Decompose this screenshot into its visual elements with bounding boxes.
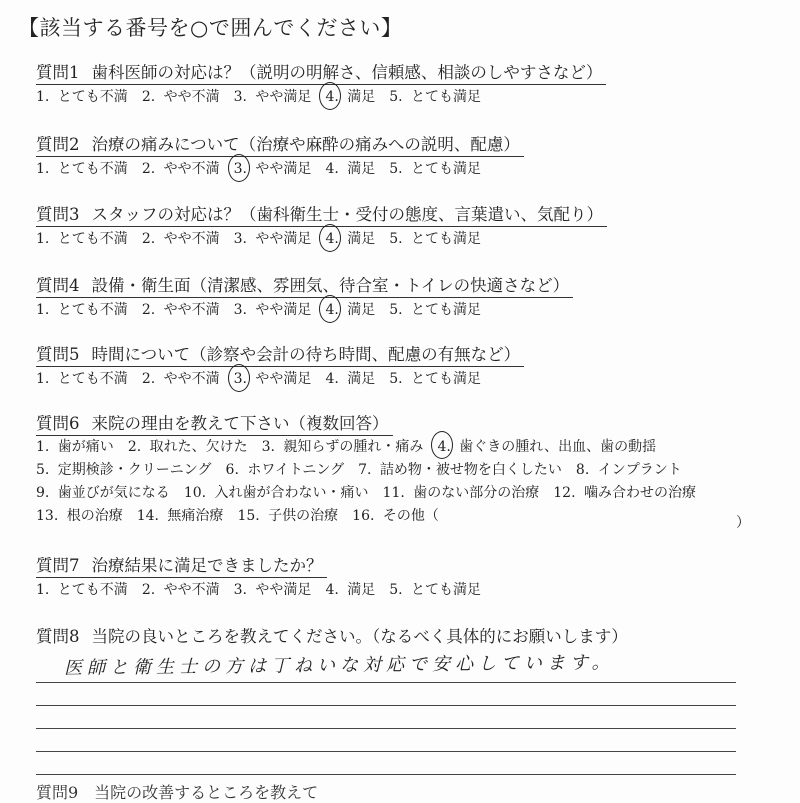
question-6: [36, 413, 710, 528]
option-number: 2.: [141, 582, 156, 598]
option[interactable]: [36, 505, 123, 528]
q6-option-row: [36, 436, 710, 459]
option[interactable]: [36, 159, 128, 179]
option[interactable]: [325, 580, 375, 600]
option-number: 12.: [553, 485, 576, 501]
question-text: 治療の痛みについて（治療や麻酔の痛みへの説明、配慮）: [91, 135, 520, 154]
option-label: やや不満: [159, 231, 220, 247]
option[interactable]: [234, 229, 312, 249]
question-2: [36, 134, 524, 179]
option[interactable]: [237, 505, 338, 528]
option-label: 無痛治療: [162, 508, 224, 524]
option-label: 歯並びが気になる: [53, 485, 170, 501]
question-text: 当院の良いところを教えてください。（なるべく具体的にお願いします）: [91, 627, 628, 646]
option[interactable]: [184, 482, 369, 505]
option-label: 満足: [342, 161, 376, 177]
option-label: 満足: [342, 89, 376, 105]
option-label: やや不満: [159, 371, 220, 387]
option-number: 11.: [382, 485, 405, 501]
question-text: 設備・衛生面（清潔感、雰囲気、待合室・トイレの快適さなど）: [91, 276, 570, 295]
answer-line: [36, 729, 736, 752]
option-number: 4.: [437, 436, 450, 459]
question-title: [36, 62, 606, 85]
option-label: 歯が痛い: [53, 439, 114, 455]
q6-options: [36, 436, 710, 528]
option[interactable]: [36, 300, 128, 320]
option-number: 7.: [358, 462, 372, 478]
option-label: とても満足: [406, 371, 482, 387]
option[interactable]: [352, 505, 439, 528]
question-title: [36, 344, 524, 367]
question-1: [36, 62, 606, 107]
option-label: 噛み合わせの治療: [579, 485, 696, 501]
option-number: 4.: [325, 371, 339, 387]
option-label: とても不満: [53, 231, 128, 247]
option[interactable]: [142, 580, 220, 600]
option[interactable]: [553, 482, 696, 505]
option-number: 15.: [237, 508, 260, 524]
question-text: 治療結果に満足できましたか？: [91, 556, 323, 575]
question-4: [36, 275, 573, 320]
answer-line: [36, 752, 736, 775]
option-label: 歯ぐきの腫れ、出血、歯の動揺: [454, 439, 657, 455]
question-text: 来院の理由を教えて下さい（複数回答）: [91, 414, 389, 433]
option[interactable]: [36, 459, 212, 482]
question-title: [36, 626, 632, 648]
option[interactable]: [389, 229, 481, 249]
option-number: 8.: [575, 462, 590, 478]
option-label: とても不満: [53, 371, 128, 387]
question-number: 質問2: [36, 135, 80, 154]
question-text: 時間について（診察や会計の待ち時間、配慮の有無など）: [91, 345, 521, 364]
option-label: 根の治療: [62, 508, 123, 524]
paren-close: ）: [736, 515, 750, 531]
option[interactable]: [36, 482, 170, 505]
option-number: 2.: [141, 89, 156, 105]
question-number: 質問4: [36, 276, 80, 295]
option-selected[interactable]: [325, 87, 375, 107]
handwritten-answer: 医師と衛生士の方は丁ねいな対応で安心しています。: [63, 652, 615, 679]
option-label: 満足: [342, 582, 376, 598]
question-title: [36, 275, 573, 298]
option[interactable]: [389, 369, 481, 389]
option-label: やや不満: [159, 161, 220, 177]
option-number: 2.: [127, 439, 142, 455]
option[interactable]: [36, 436, 114, 459]
option-label: 入れ歯が合わない・痛い: [210, 485, 369, 501]
option-label: とても満足: [406, 161, 482, 177]
option-label: やや満足: [250, 161, 312, 177]
option-number: 5.: [389, 231, 403, 247]
options-row: [36, 300, 573, 320]
option-number: 3.: [233, 89, 247, 105]
option[interactable]: [358, 459, 562, 482]
option[interactable]: [262, 436, 424, 459]
question-number: 質問1: [36, 63, 80, 82]
option-number: 6.: [225, 462, 239, 478]
option[interactable]: [325, 159, 375, 179]
option-label: とても満足: [406, 231, 482, 247]
option-number: 1.: [36, 439, 50, 455]
option[interactable]: [383, 482, 540, 505]
option-label: 親知らずの腫れ・痛み: [278, 439, 424, 455]
answer-line: [36, 706, 736, 729]
option-label: 定期検診・クリーニング: [53, 462, 212, 478]
question-7: [36, 555, 495, 600]
option-number: 1.: [36, 89, 50, 105]
question-number: 質問5: [36, 345, 80, 364]
question-9-partial: 質問9 当院の改善するところを教えて: [36, 783, 319, 802]
option[interactable]: [226, 459, 345, 482]
option[interactable]: [142, 87, 220, 107]
option-number: 4.: [325, 231, 339, 247]
option[interactable]: [36, 369, 128, 389]
q6-option-row: [36, 459, 710, 482]
options-row: [36, 229, 607, 249]
option-label: とても不満: [53, 161, 128, 177]
option-label: やや満足: [250, 302, 312, 318]
option-number: 3.: [233, 231, 247, 247]
option[interactable]: [142, 159, 220, 179]
option[interactable]: [389, 300, 481, 320]
option[interactable]: [36, 87, 128, 107]
option-number: 1.: [36, 161, 50, 177]
option-number: 5.: [389, 371, 403, 387]
question-title: [36, 134, 524, 157]
question-number: 質問6: [36, 414, 80, 433]
option[interactable]: [36, 229, 128, 249]
option-number: 5.: [389, 89, 403, 105]
option-label: やや満足: [250, 371, 312, 387]
option-number: 1.: [36, 582, 50, 598]
option-number: 13.: [36, 508, 59, 524]
option-label: とても満足: [406, 89, 482, 105]
option[interactable]: [576, 459, 682, 482]
option-number: 5.: [389, 161, 403, 177]
question-text: スタッフの対応は？（歯科衛生士・受付の態度、言葉遣い、気配り）: [91, 205, 603, 224]
options-row: [36, 159, 524, 179]
option-number: 5.: [389, 582, 403, 598]
option-number: 1.: [36, 302, 50, 318]
option-label: やや不満: [159, 89, 220, 105]
option-number: 1.: [36, 371, 50, 387]
option-label: やや満足: [250, 582, 312, 598]
option-number: 5.: [36, 462, 50, 478]
option[interactable]: [36, 580, 128, 600]
question-title: [36, 204, 607, 227]
question-number: 質問8: [36, 627, 80, 646]
option-label: とても満足: [406, 582, 482, 598]
instruction-heading: 【該当する番号を○で囲んでください】: [18, 16, 403, 40]
option-number: 3.: [233, 582, 247, 598]
option-number: 2.: [141, 371, 156, 387]
question-title: [36, 413, 393, 436]
option-number: 1.: [36, 231, 50, 247]
option[interactable]: [389, 87, 481, 107]
option-number: 3.: [233, 161, 247, 177]
option-selected[interactable]: [234, 159, 312, 179]
option-number: 3.: [261, 439, 275, 455]
option[interactable]: [142, 369, 220, 389]
option-label: 取れた、欠けた: [145, 439, 248, 455]
options-row: [36, 87, 606, 107]
option-label: とても満足: [406, 302, 482, 318]
option-selected[interactable]: [325, 300, 375, 320]
options-row: [36, 580, 495, 600]
question-8: [36, 626, 632, 648]
option-number: 10.: [183, 485, 207, 501]
option-number: 2.: [141, 302, 156, 318]
option-number: 9.: [36, 485, 50, 501]
option-number: 14.: [136, 508, 159, 524]
option-label: やや不満: [159, 302, 220, 318]
options-row: [36, 369, 524, 389]
option[interactable]: [234, 300, 312, 320]
question-number: 質問3: [36, 205, 80, 224]
option[interactable]: [234, 87, 312, 107]
option-label: 満足: [342, 231, 376, 247]
option[interactable]: [142, 300, 220, 320]
option-label: 歯のない部分の治療: [408, 485, 540, 501]
option-number: 2.: [141, 161, 156, 177]
option-label: とても不満: [53, 302, 128, 318]
option-number: 16.: [352, 508, 375, 524]
question-number: 質問7: [36, 556, 80, 575]
option-label: その他（: [378, 508, 439, 524]
option-number: 2.: [141, 231, 156, 247]
option-label: 満足: [342, 302, 376, 318]
option-label: 子供の治療: [263, 508, 339, 524]
question-3: [36, 204, 607, 249]
option-number: 4.: [325, 161, 339, 177]
option[interactable]: [137, 505, 224, 528]
option-number: 3.: [233, 302, 247, 318]
q6-option-row: [36, 482, 710, 505]
option-label: とても不満: [53, 582, 128, 598]
answer-line: [36, 683, 736, 706]
option-label: ホワイトニング: [242, 462, 345, 478]
option-label: やや満足: [250, 231, 312, 247]
option[interactable]: [128, 436, 248, 459]
option-number: 5.: [389, 302, 403, 318]
option[interactable]: [234, 580, 312, 600]
option[interactable]: [389, 159, 481, 179]
option-label: 満足: [342, 371, 376, 387]
question-5: [36, 344, 524, 389]
option-number: 4.: [325, 582, 339, 598]
option[interactable]: [389, 580, 481, 600]
option-label: やや満足: [250, 89, 312, 105]
option-label: やや不満: [159, 582, 220, 598]
option-selected[interactable]: [234, 369, 312, 389]
question-text: 歯科医師の対応は？（説明の明解さ、信頼感、相談のしやすさなど）: [91, 63, 603, 82]
question-title: [36, 555, 327, 578]
option-selected[interactable]: [325, 229, 375, 249]
option-label: インプラント: [593, 462, 682, 478]
option-label: とても不満: [53, 89, 128, 105]
option-selected[interactable]: [437, 436, 656, 459]
option[interactable]: [142, 229, 220, 249]
option-number: 3.: [233, 371, 247, 387]
option-number: 4.: [325, 302, 339, 318]
option[interactable]: [325, 369, 375, 389]
q6-option-row: [36, 505, 710, 528]
option-label: 詰め物・被せ物を白くしたい: [375, 462, 562, 478]
option-number: 4.: [325, 89, 339, 105]
